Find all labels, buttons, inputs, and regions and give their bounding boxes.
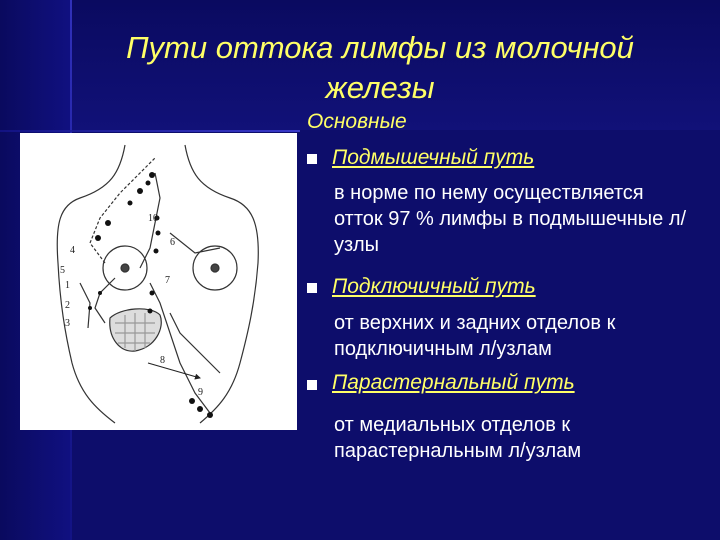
figure-label: 4 — [70, 245, 75, 256]
route-parasternal: Парастернальный путь — [332, 371, 575, 394]
figure-label: 2 — [65, 300, 70, 311]
figure-label: 5 — [60, 265, 65, 276]
route-parasternal-description: от медиальных отделов к парастернальным л/узлам — [334, 414, 582, 462]
bullet-square-icon — [307, 283, 317, 293]
route-subclavian: Подключичный путь — [332, 275, 536, 298]
slide-title: Пути оттока лимфы из молочной железы — [126, 30, 634, 105]
bullet-square-icon — [307, 154, 317, 164]
figure-label: 7 — [165, 275, 170, 286]
decor-horizontal-line — [0, 130, 300, 132]
figure-label: 6 — [170, 237, 175, 248]
route-subclavian-description: от верхних и задних отделов к подключичным л/узлам — [334, 312, 616, 360]
route-axillary-description: в норме по нему осуществляется отток 97 % лимфы в подмышечные л/узлы — [334, 182, 687, 256]
bullet-square-icon — [307, 380, 317, 390]
subheading: Основные — [307, 110, 407, 133]
torso-right-outline — [185, 145, 258, 423]
figure-label: 9 — [198, 387, 203, 398]
figure-label: 10 — [148, 213, 158, 224]
figure-label: 8 — [160, 355, 165, 366]
figure-label: 3 — [65, 318, 70, 329]
figure-label: 1 — [65, 280, 70, 291]
lymph-drainage-illustration — [20, 133, 297, 430]
route-axillary: Подмышечный путь — [332, 146, 535, 169]
torso-diagram — [20, 133, 297, 430]
